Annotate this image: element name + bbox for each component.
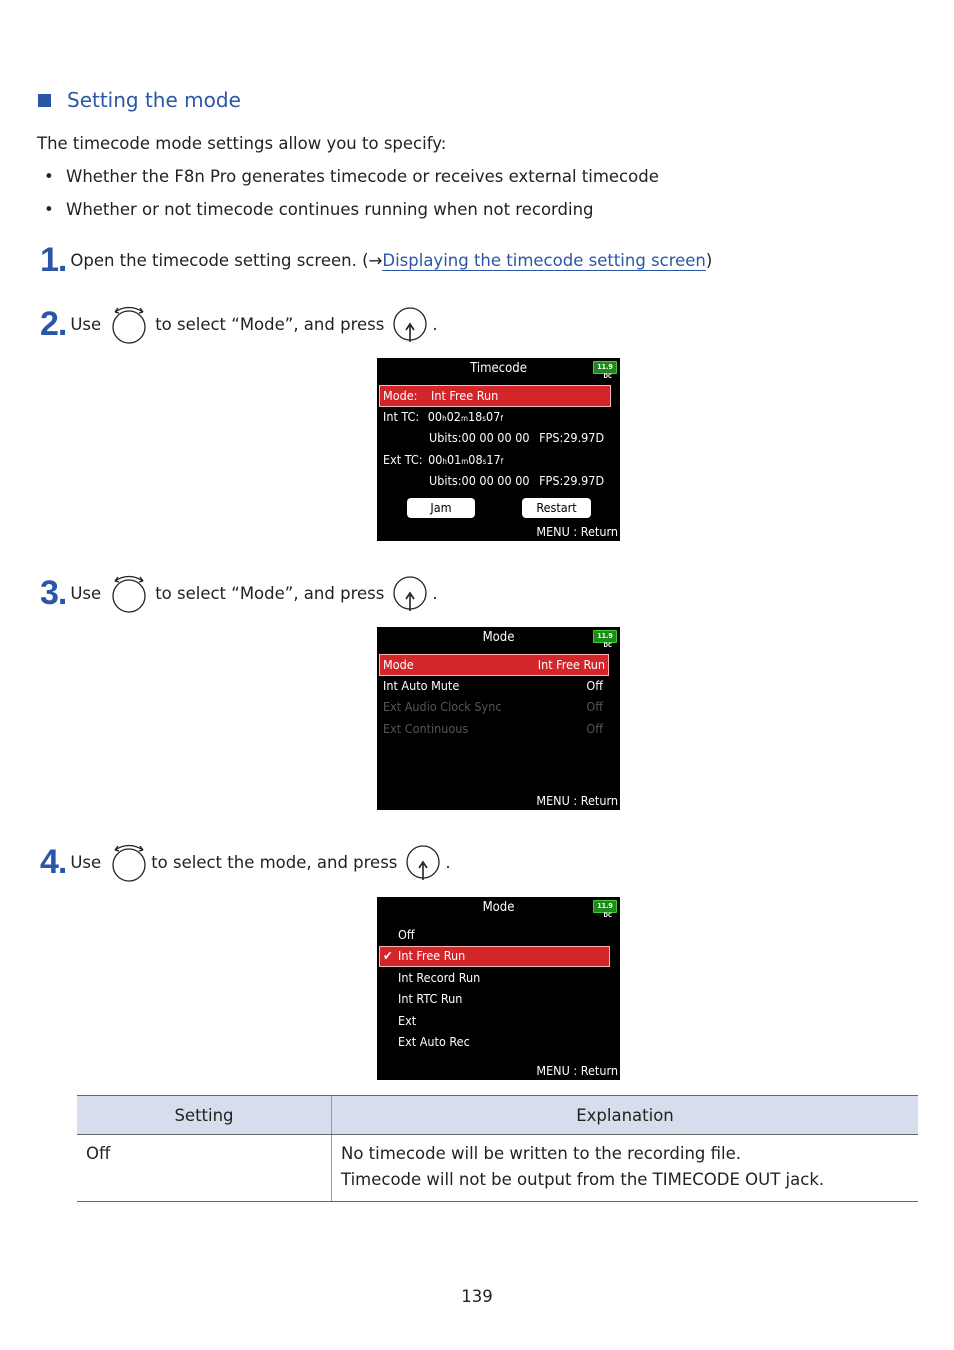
battery-icon: 11.9 — [593, 900, 617, 913]
option-ext[interactable]: Ext — [398, 1013, 417, 1028]
press-dial-icon — [390, 302, 430, 346]
option-ext-auto-rec[interactable]: Ext Auto Rec — [398, 1034, 470, 1049]
step-number: 3. — [40, 573, 67, 612]
rotary-dial-icon — [109, 302, 149, 346]
menu-value: Off — [586, 699, 603, 714]
option-off[interactable]: Off — [398, 927, 415, 942]
rotary-dial-icon — [109, 571, 149, 615]
step-3: 3. Use to select “Mode”, and press . — [40, 571, 438, 615]
menu-return-label: MENU : Return — [536, 793, 618, 808]
dc-label: DC — [603, 373, 612, 380]
table-cell-setting: Off — [77, 1135, 332, 1202]
battery-icon: 11.9 — [593, 361, 617, 374]
bullet-item: • Whether or not timecode continues running when not recording — [44, 200, 594, 219]
bullet-item: • Whether the F8n Pro generates timecode or receives external timecode — [44, 167, 659, 186]
dc-label: DC — [603, 642, 612, 649]
timecode-screen-link[interactable]: Displaying the timecode setting screen — [382, 250, 706, 270]
table-cell-explanation: No timecode will be written to the recording file. Timecode will not be output from the TIMECODE OUT jack. — [332, 1135, 919, 1202]
step-number: 1. — [40, 241, 67, 279]
rotary-dial-icon — [109, 840, 149, 884]
menu-return-label: MENU : Return — [536, 524, 618, 539]
jam-button[interactable]: Jam — [407, 498, 475, 518]
menu-item-mode[interactable]: Mode — [383, 657, 414, 672]
menu-value: Off — [586, 721, 603, 736]
ubits-row: Ubits:00 00 00 00 FPS:29.97D — [429, 473, 605, 488]
option-int-record-run[interactable]: Int Record Run — [398, 970, 481, 985]
step-use: Use — [70, 314, 102, 334]
step-number: 2. — [40, 304, 67, 343]
ubits-row: Ubits:00 00 00 00 FPS:29.97D — [429, 430, 605, 445]
mode-row[interactable]: Mode: Int Free Run — [383, 388, 499, 403]
step-text: Open the timecode setting screen. (→ — [70, 251, 383, 270]
page-number: 139 — [461, 1287, 493, 1306]
screen-title: Mode — [482, 900, 515, 915]
dc-label: DC — [603, 912, 612, 919]
int-tc-row: Int TC: 00h02m18s07f — [383, 409, 503, 424]
option-int-rtc-run[interactable]: Int RTC Run — [398, 991, 463, 1006]
menu-value: Off — [586, 678, 603, 693]
step-number: 4. — [40, 842, 67, 881]
heading-square-icon — [38, 94, 51, 107]
table-header: Setting — [77, 1096, 332, 1135]
menu-item-ext-continuous: Ext Continuous — [383, 721, 469, 736]
step-2: 2. Use to select “Mode”, and press . — [40, 302, 438, 346]
menu-item-ext-audio-clock-sync: Ext Audio Clock Sync — [383, 699, 502, 714]
ext-tc-row: Ext TC: 00h01m08s17f — [383, 452, 504, 467]
table-header: Explanation — [332, 1096, 919, 1135]
timecode-screen — [377, 358, 620, 541]
step-use: Use — [70, 852, 102, 872]
menu-return-label: MENU : Return — [536, 1063, 618, 1078]
mode-settings-screen — [377, 627, 620, 810]
step-instruction: to select the mode, and press — [151, 852, 398, 872]
step-4: 4. Use to select the mode, and press . — [40, 840, 451, 884]
bullet-dot-icon: • — [44, 167, 54, 186]
screen-title: Timecode — [470, 361, 527, 376]
bullet-dot-icon: • — [44, 200, 54, 219]
checkmark-icon: ✔ — [383, 948, 393, 963]
press-dial-icon — [403, 840, 443, 884]
step-instruction: to select “Mode”, and press — [155, 583, 385, 603]
screen-title: Mode — [482, 630, 515, 645]
section-heading — [38, 88, 241, 112]
menu-value: Int Free Run — [537, 657, 605, 672]
section-title: Setting the mode — [67, 88, 241, 112]
step-instruction: to select “Mode”, and press — [155, 314, 385, 334]
step-use: Use — [70, 583, 102, 603]
restart-button[interactable]: Restart — [522, 498, 591, 518]
settings-table — [77, 1095, 918, 1202]
mode-select-screen — [377, 897, 620, 1080]
option-int-free-run[interactable]: Int Free Run — [398, 948, 466, 963]
table-row — [77, 1135, 918, 1202]
press-dial-icon — [390, 571, 430, 615]
menu-item-int-auto-mute[interactable]: Int Auto Mute — [383, 678, 460, 693]
step-1: 1. Open the timecode setting screen. (→ Displaying the timecode setting screen ) — [40, 241, 713, 279]
intro-text: The timecode mode settings allow you to specify: — [37, 134, 447, 153]
battery-icon: 11.9 — [593, 630, 617, 643]
